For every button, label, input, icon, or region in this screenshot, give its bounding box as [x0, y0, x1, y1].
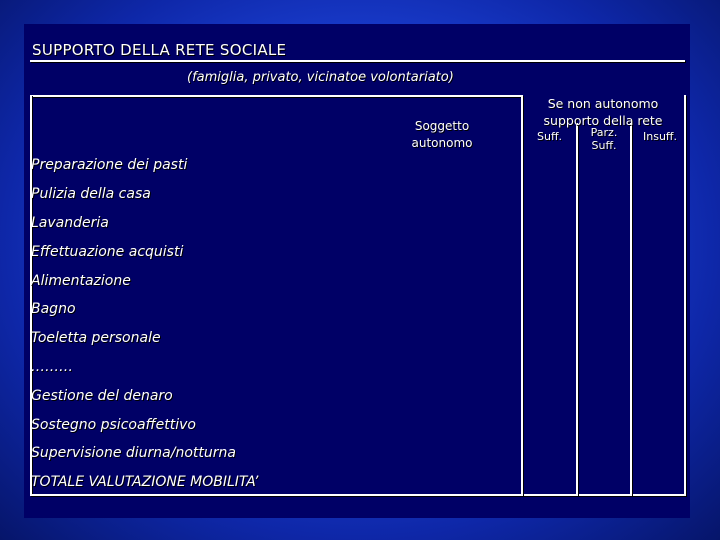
- column-divider-main: [521, 95, 523, 496]
- page-subtitle: (famiglia, privato, vicinatoe volontariato): [187, 70, 454, 85]
- row-label-pulizia-casa: Pulizia della casa: [31, 186, 151, 202]
- header-parz-line2: Suff.: [591, 139, 617, 152]
- row-label-ellipsis: ………: [31, 359, 73, 375]
- row-label-bagno: Bagno: [31, 301, 76, 317]
- row-label-lavanderia: Lavanderia: [31, 215, 109, 231]
- row-label-effettuazione-acquisti: Effettuazione acquisti: [31, 244, 184, 260]
- row-label-sostegno-psicoaffettivo: Sostegno psicoaffettivo: [31, 417, 196, 433]
- row-label-totale-mobilita: TOTALE VALUTAZIONE MOBILITA’: [31, 474, 259, 490]
- header-autonomo-line1: Soggetto: [414, 119, 470, 133]
- header-autonomo-line2: autonomo: [411, 136, 473, 150]
- column-divider-parz: [630, 123, 632, 496]
- header-non-autonomo-line1: Se non autonomo: [547, 96, 659, 111]
- table-right-border: [684, 95, 686, 496]
- row-label-preparazione-pasti: Preparazione dei pasti: [31, 157, 188, 173]
- page-title: SUPPORTO DELLA RETE SOCIALE: [32, 41, 287, 59]
- header-autonomo: [396, 118, 488, 152]
- header-suff: Suff.: [536, 130, 563, 143]
- table-left-border: [30, 95, 32, 496]
- row-label-gestione-denaro: Gestione del denaro: [31, 388, 173, 404]
- row-label-supervisione: Supervisione diurna/notturna: [31, 445, 236, 461]
- table-bottom-border: [30, 494, 686, 496]
- table-top-border: [30, 95, 521, 97]
- header-parz-line1: Parz.: [590, 126, 618, 139]
- row-label-toeletta-personale: Toeletta personale: [31, 330, 161, 346]
- title-underline: [30, 60, 685, 62]
- header-non-autonomo-line2: supporto della rete: [543, 113, 663, 128]
- column-divider-suff: [576, 123, 578, 496]
- header-parz-suff: [578, 126, 630, 152]
- header-insuff: Insuff.: [643, 130, 677, 143]
- row-label-alimentazione: Alimentazione: [31, 273, 131, 289]
- header-non-autonomo: [522, 95, 684, 129]
